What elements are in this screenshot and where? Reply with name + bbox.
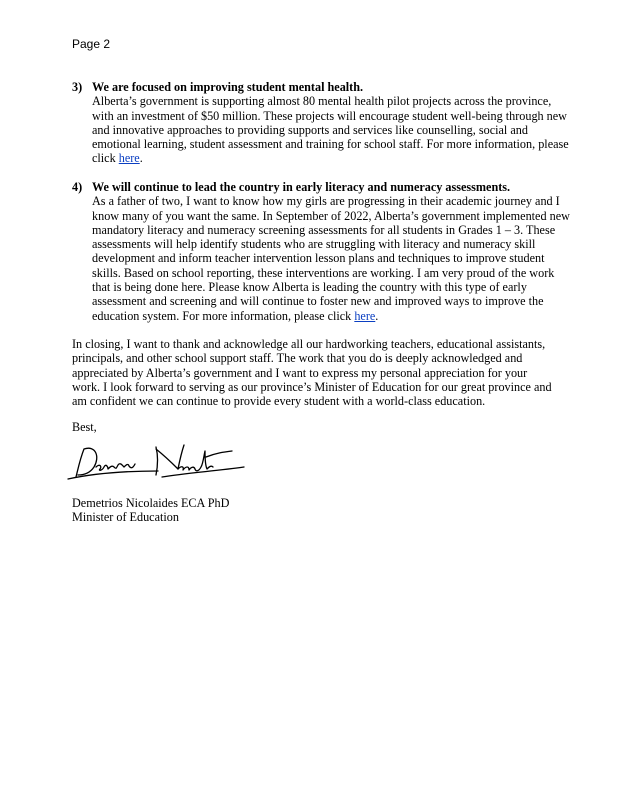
- section-body-text: As a father of two, I want to know how my girls are progressing in their academic journey and I know many of you want the same. In September of 2022, Alberta’s government implemented new mandatory literacy and numeracy screening assessments for all students in Grades 1 – 3. These assessments will help identify students who are struggling with literacy and numeracy skill development and inform teacher intervention lesson plans and techniques to improve student skills. Based on school reporting, these interventions are working. I am very proud of the work that is being done here. Please know Alberta is leading the country with this type of early assessment and screening and will continue to foster new and improved ways to improve the education system. For more information, please click: [92, 194, 570, 323]
- signer-title: Minister of Education: [72, 510, 179, 525]
- section-body: [92, 94, 572, 165]
- closing-paragraph: In closing, I want to thank and acknowledge all our hardworking teachers, educational assistants, principals, and other school support staff. The work that you do is deeply acknowledged and appreciated by Alberta’s government and I want to express my personal appreciation for your work. I look forward to serving as our province’s Minister of Education for our great province and am confident we can continue to provide every student with a world-class education.: [72, 337, 552, 409]
- section-heading-row: [72, 80, 572, 94]
- page-number: Page 2: [72, 37, 111, 51]
- more-info-link[interactable]: here: [118, 151, 140, 166]
- section-body-text: Alberta’s government is supporting almost 80 mental health pilot projects across the province, with an investment of $50 million. These projects will encourage student well-being through new and innovative approaches to providing supports and services like counselling, social and emotional learning, student assessment and training for school staff. For more information, please click: [92, 94, 569, 166]
- section-heading: We will continue to lead the country in early literacy and numeracy assessments.: [92, 180, 511, 194]
- signer-block: [72, 496, 229, 525]
- section-literacy-numeracy: [72, 180, 572, 323]
- sign-off: Best,: [72, 420, 97, 434]
- more-info-link[interactable]: here: [354, 308, 376, 323]
- section-number: 3): [72, 80, 83, 94]
- section-mental-health: [72, 80, 572, 166]
- section-heading: We are focused on improving student mental health.: [92, 80, 364, 94]
- signer-name: Demetrios Nicolaides ECA PhD: [72, 496, 230, 510]
- handwritten-signature: [66, 435, 246, 485]
- section-body-tail: .: [375, 308, 379, 323]
- section-heading-row: [72, 180, 572, 194]
- section-number: 4): [72, 180, 83, 194]
- section-body-tail: .: [139, 151, 143, 166]
- section-body: [92, 194, 572, 323]
